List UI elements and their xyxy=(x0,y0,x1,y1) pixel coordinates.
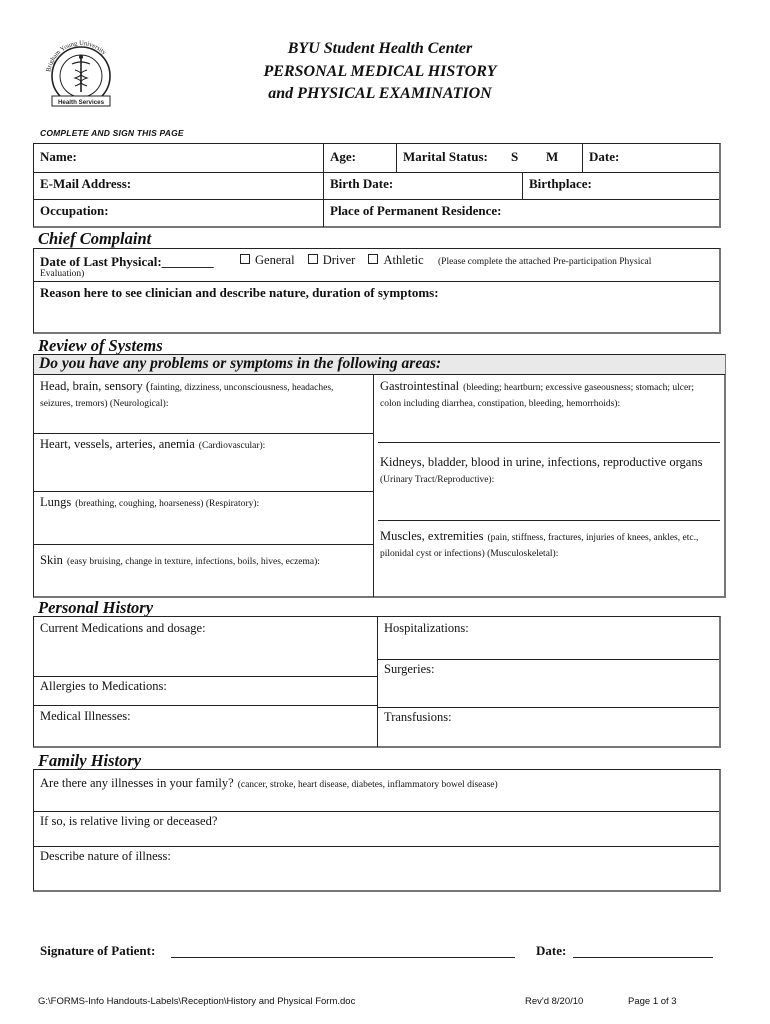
personal-history-box xyxy=(33,616,721,748)
review-question: Do you have any problems or symptoms in the following areas: xyxy=(34,355,725,375)
head-neuro-field[interactable]: Head, brain, sensory (fainting, dizziness, unconsciousness, headaches, seizures, tremors) (Neurological): xyxy=(40,379,334,409)
hospitalizations-field[interactable]: Hospitalizations: xyxy=(384,621,469,635)
physical-note: (Please complete the attached Pre-participation Physical xyxy=(438,257,652,267)
footer-file-path: G:\FORMS-Info Handouts-Labels\Reception\History and Physical Form.doc xyxy=(38,996,356,1007)
last-physical-field[interactable]: Date of Last Physical:________ xyxy=(40,254,214,269)
form-title: PERSONAL MEDICAL HISTORY xyxy=(263,63,497,80)
physical-note-cont: Evaluation) xyxy=(40,269,85,279)
physical-type-options xyxy=(230,253,424,268)
chief-complaint-title: Chief Complaint xyxy=(38,229,152,248)
personal-history-title: Personal History xyxy=(38,598,154,617)
occupation-field[interactable]: Occupation: xyxy=(40,203,109,218)
driver-label: Driver xyxy=(322,253,356,267)
instruction-note: COMPLETE AND SIGN THIS PAGE xyxy=(40,128,184,138)
musculoskeletal-field[interactable]: Muscles, extremities (pain, stiffness, fractures, injuries of knees, ankles, etc., pilonidal cyst or infections) (Musculoskeletal): xyxy=(380,529,699,559)
urinary-field[interactable]: Kidneys, bladder, blood in urine, infections, reproductive organs (Urinary Tract/Reproductive): xyxy=(380,455,703,485)
form-subtitle: and PHYSICAL EXAMINATION xyxy=(268,85,492,102)
general-label: General xyxy=(255,253,295,267)
illness-nature-field[interactable]: Describe nature of illness: xyxy=(40,849,171,863)
driver-checkbox[interactable] xyxy=(308,254,318,264)
transfusions-field[interactable]: Transfusions: xyxy=(384,710,452,724)
svg-text:Brigham Young University: Brigham Young University xyxy=(45,40,108,73)
birth-date-field[interactable]: Birth Date: xyxy=(330,176,394,191)
signature-line[interactable] xyxy=(171,957,515,958)
athletic-label: Athletic xyxy=(383,253,424,267)
date-field[interactable]: Date: xyxy=(589,149,620,164)
relative-status-field[interactable]: If so, is relative living or deceased? xyxy=(40,814,218,828)
illnesses-field[interactable]: Medical Illnesses: xyxy=(40,709,131,723)
signature-date-label: Date: xyxy=(536,943,567,958)
family-history-title: Family History xyxy=(38,751,142,770)
family-illness-field[interactable]: Are there any illnesses in your family? (cancer, stroke, heart disease, diabetes, inflammatory bowel disease) xyxy=(40,776,498,790)
patient-info-table xyxy=(33,143,721,228)
email-field[interactable]: E-Mail Address: xyxy=(40,176,132,191)
logo-label: Health Services xyxy=(57,98,105,106)
reason-field[interactable]: Reason here to see clinician and describe nature, duration of symptoms: xyxy=(40,285,439,300)
general-checkbox[interactable] xyxy=(240,254,250,264)
review-systems-box xyxy=(33,354,726,598)
allergies-field[interactable]: Allergies to Medications: xyxy=(40,679,167,693)
health-services-logo xyxy=(36,40,126,108)
marital-option-s[interactable]: S xyxy=(511,149,519,164)
name-field[interactable]: Name: xyxy=(40,149,77,164)
age-field[interactable]: Age: xyxy=(330,149,356,164)
gastro-field[interactable]: Gastrointestinal (bleeding; heartburn; excessive gaseousness; stomach; ulcer; colon including diarrhea, constipation, bleeding, hemorrhoids): xyxy=(380,379,694,409)
skin-field[interactable]: Skin (easy bruising, change in texture, infections, boils, hives, eczema): xyxy=(40,553,320,567)
family-history-box xyxy=(33,769,721,892)
cardio-field[interactable]: Heart, vessels, arteries, anemia (Cardiovascular): xyxy=(40,437,266,451)
medications-field[interactable]: Current Medications and dosage: xyxy=(40,621,206,635)
birthplace-field[interactable]: Birthplace: xyxy=(529,176,592,191)
chief-complaint-box xyxy=(33,248,721,334)
footer-revision: Rev'd 8/20/10 xyxy=(525,996,584,1007)
marital-status-label: Marital Status: xyxy=(403,149,488,164)
review-systems-title: Review of Systems xyxy=(38,336,163,355)
marital-option-m[interactable]: M xyxy=(546,149,559,164)
respiratory-field[interactable]: Lungs (breathing, coughing, hoarseness) (Respiratory): xyxy=(40,495,260,509)
footer-page-number: Page 1 of 3 xyxy=(628,996,677,1007)
residence-field[interactable]: Place of Permanent Residence: xyxy=(330,203,502,218)
form-org-title: BYU Student Health Center xyxy=(287,40,473,57)
surgeries-field[interactable]: Surgeries: xyxy=(384,662,435,676)
athletic-checkbox[interactable] xyxy=(368,254,378,264)
signature-label: Signature of Patient: xyxy=(40,943,156,958)
signature-date-line[interactable] xyxy=(573,957,713,958)
